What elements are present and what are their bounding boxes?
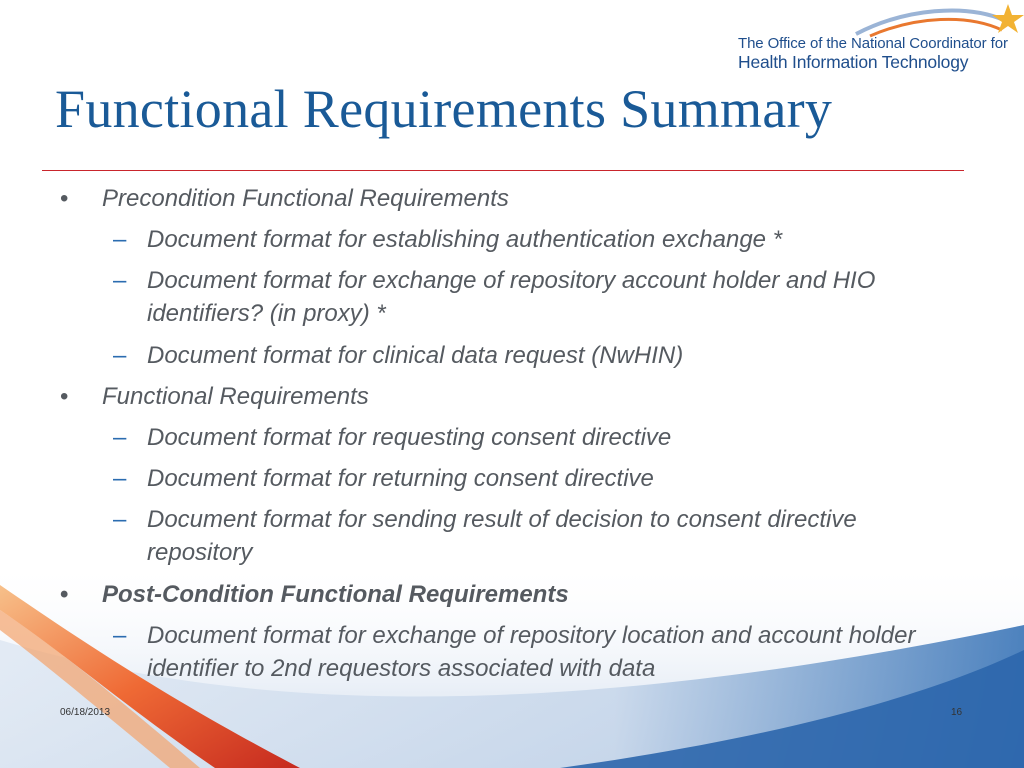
sub-bullet-text: Document format for exchange of repository account holder and HIO identifiers? (in proxy) * xyxy=(147,267,876,327)
sub-bullet-item xyxy=(113,223,962,256)
dash-marker: – xyxy=(113,424,127,451)
page-number: 16 xyxy=(951,707,963,718)
footer-date: 06/18/2013 xyxy=(60,707,111,718)
bullet-text: Precondition Functional Requirements xyxy=(102,185,509,212)
slide-title: Functional Requirements Summary xyxy=(55,79,833,139)
bullet-marker: • xyxy=(60,581,69,608)
bullet-text: Functional Requirements xyxy=(102,383,369,410)
dash-marker: – xyxy=(113,342,127,369)
sub-bullet-item xyxy=(113,339,962,372)
dash-marker: – xyxy=(113,506,127,533)
logo-text-line1: The Office of the National Coordinator for xyxy=(738,35,1008,52)
sub-bullet-item xyxy=(113,421,962,454)
dash-marker: – xyxy=(113,465,127,492)
bullet-item xyxy=(60,578,962,611)
bullet-text: Post-Condition Functional Requirements xyxy=(102,581,569,608)
sub-bullet-text: Document format for exchange of repository location and account holder identifier to 2nd requestors associated with data xyxy=(147,622,916,682)
bullet-marker: • xyxy=(60,383,69,410)
sub-bullet-text: Document format for requesting consent directive xyxy=(147,424,672,451)
dash-marker: – xyxy=(113,267,127,294)
bullet-item xyxy=(60,182,962,215)
sub-bullet-item xyxy=(113,503,907,569)
sub-bullet-item xyxy=(113,264,962,330)
sub-bullet-text: Document format for clinical data request (NwHIN) xyxy=(147,342,684,369)
sub-bullet-item xyxy=(113,619,952,685)
sub-bullet-text: Document format for sending result of decision to consent directive repository xyxy=(147,506,857,566)
sub-bullet-text: Document format for establishing authentication exchange * xyxy=(147,226,783,253)
logo-text-line2: Health Information Technology xyxy=(738,52,969,72)
sub-bullet-item xyxy=(113,462,962,495)
bullet-item xyxy=(60,380,962,413)
sub-bullet-text: Document format for returning consent directive xyxy=(147,465,654,492)
dash-marker: – xyxy=(113,622,127,649)
bullet-marker: • xyxy=(60,185,69,212)
dash-marker: – xyxy=(113,226,127,253)
